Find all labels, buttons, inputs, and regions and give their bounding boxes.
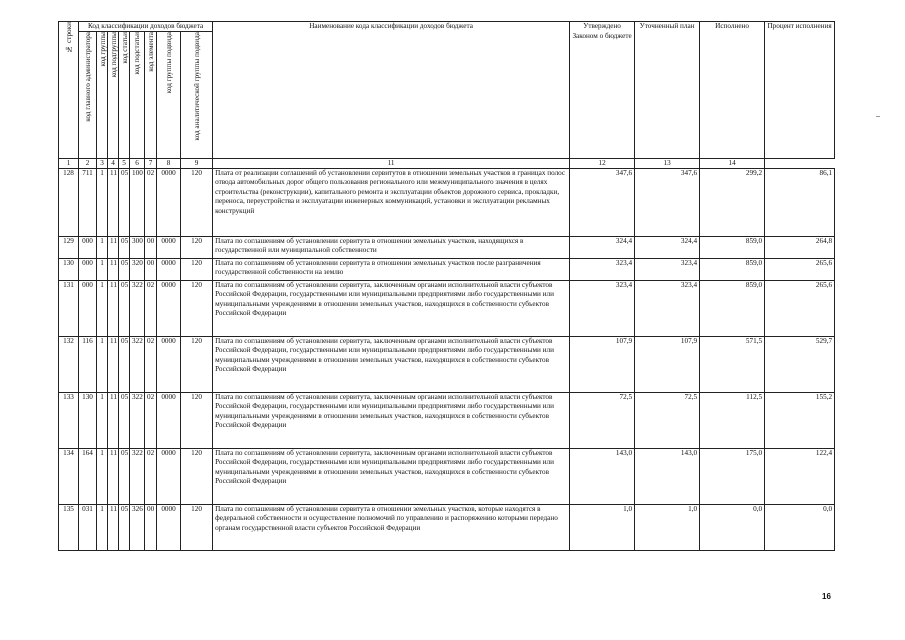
- executed-value: 859,0: [700, 237, 765, 259]
- subarticle-code: 300: [130, 237, 145, 259]
- subgroup-code: 11: [108, 505, 119, 551]
- group-code: 1: [97, 259, 108, 281]
- approved-value: 107,9: [570, 337, 635, 393]
- analytic-group-code: 120: [181, 449, 213, 505]
- approved-value: 1,0: [570, 505, 635, 551]
- column-number: 9: [181, 159, 213, 169]
- header-code-col: код элемента: [145, 32, 157, 159]
- margin-mark: [876, 116, 880, 117]
- header-code-col: код главного администратора: [79, 32, 97, 159]
- subtype-group-code: 0000: [157, 169, 181, 237]
- analytic-group-code: 120: [181, 337, 213, 393]
- table-row: [59, 169, 835, 237]
- column-number: 12: [570, 159, 635, 169]
- column-number: 1: [59, 159, 79, 169]
- element-code: 00: [145, 237, 157, 259]
- analytic-group-code: 120: [181, 393, 213, 449]
- refined-value: 323,4: [635, 281, 700, 337]
- article-code: 05: [119, 393, 130, 449]
- subtype-group-code: 0000: [157, 259, 181, 281]
- table-row: [59, 505, 835, 551]
- admin-code: 000: [79, 259, 97, 281]
- analytic-group-code: 120: [181, 169, 213, 237]
- column-number: 7: [145, 159, 157, 169]
- column-number: 8: [157, 159, 181, 169]
- subgroup-code: 11: [108, 337, 119, 393]
- element-code: 02: [145, 337, 157, 393]
- subarticle-code: 322: [130, 449, 145, 505]
- header-classification-code-group: Код классификации доходов бюджета: [79, 22, 213, 32]
- percent-value: 529,7: [765, 337, 835, 393]
- executed-value: 859,0: [700, 259, 765, 281]
- budget-income-table: [58, 21, 835, 551]
- article-code: 05: [119, 169, 130, 237]
- admin-code: 000: [79, 281, 97, 337]
- row-number: 132: [59, 337, 79, 393]
- income-name: Плата по соглашениям об установлении сервитута, заключенным органами исполнительной власти субъектов Российской Федерации, государственными или муниципальными предприятиями либо государственными или муниципальными учреждениями в отношении земельных участков, находящихся в собственности субъектов Российской Федерации: [213, 449, 570, 505]
- subarticle-code: 322: [130, 281, 145, 337]
- subgroup-code: 11: [108, 449, 119, 505]
- column-number: 6: [130, 159, 145, 169]
- refined-value: 72,5: [635, 393, 700, 449]
- approved-value: 323,4: [570, 259, 635, 281]
- subgroup-code: 11: [108, 259, 119, 281]
- approved-value: 324,4: [570, 237, 635, 259]
- row-number: 135: [59, 505, 79, 551]
- header-code-col: код группы: [97, 32, 108, 159]
- article-code: 05: [119, 237, 130, 259]
- admin-code: 164: [79, 449, 97, 505]
- subgroup-code: 11: [108, 281, 119, 337]
- subtype-group-code: 0000: [157, 337, 181, 393]
- approved-value: 323,4: [570, 281, 635, 337]
- income-name: Плата по соглашениям об установлении сервитута в отношении земельных участков, находящихся в государственной или муниципальной собственности: [213, 237, 570, 259]
- column-number: 13: [635, 159, 700, 169]
- table-row: [59, 393, 835, 449]
- subtype-group-code: 0000: [157, 449, 181, 505]
- article-code: 05: [119, 337, 130, 393]
- table-row: [59, 337, 835, 393]
- subgroup-code: 11: [108, 237, 119, 259]
- percent-value: 86,1: [765, 169, 835, 237]
- analytic-group-code: 120: [181, 505, 213, 551]
- subtype-group-code: 0000: [157, 505, 181, 551]
- row-number: 128: [59, 169, 79, 237]
- table-row: [59, 281, 835, 337]
- executed-value: 112,5: [700, 393, 765, 449]
- row-number: 129: [59, 237, 79, 259]
- header-row-number: № строки: [59, 22, 79, 159]
- refined-value: 1,0: [635, 505, 700, 551]
- column-number: 11: [213, 159, 570, 169]
- subtype-group-code: 0000: [157, 237, 181, 259]
- group-code: 1: [97, 237, 108, 259]
- row-number: 131: [59, 281, 79, 337]
- header-code-col: код группы подвида: [157, 32, 181, 159]
- header-code-col: код подстатьи: [130, 32, 145, 159]
- budget-report-page: [58, 21, 834, 551]
- analytic-group-code: 120: [181, 281, 213, 337]
- income-name: Плата по соглашениям об установлении сервитута, заключенным органами исполнительной власти субъектов Российской Федерации, государственными или муниципальными предприятиями либо государственными или муниципальными учреждениями в отношении земельных участков, находящихся в собственности субъектов Российской Федерации: [213, 337, 570, 393]
- percent-value: 122,4: [765, 449, 835, 505]
- subtype-group-code: 0000: [157, 281, 181, 337]
- executed-value: 571,5: [700, 337, 765, 393]
- group-code: 1: [97, 449, 108, 505]
- income-name: Плата от реализации соглашений об установлении сервитутов в отношении земельных участков в границах полос отвода автомобильных дорог общего пользования регионального или межмуниципального значения в целях строительства (реконструкции), капитального ремонта и эксплуатации объектов дорожного сервиса, прокладки, переноса, переустройства и эксплуатации инженерных коммуникаций, установки и эксплуатации рекламных конструкций: [213, 169, 570, 237]
- group-code: 1: [97, 169, 108, 237]
- row-number: 133: [59, 393, 79, 449]
- header-executed: Исполнено: [700, 22, 765, 159]
- column-number-row: [59, 159, 835, 169]
- subgroup-code: 11: [108, 393, 119, 449]
- header-execution-percent: Процент исполнения: [765, 22, 835, 159]
- column-number: 5: [119, 159, 130, 169]
- admin-code: 031: [79, 505, 97, 551]
- admin-code: 116: [79, 337, 97, 393]
- percent-value: 0,0: [765, 505, 835, 551]
- element-code: 00: [145, 259, 157, 281]
- executed-value: 175,0: [700, 449, 765, 505]
- subtype-group-code: 0000: [157, 393, 181, 449]
- refined-value: 143,0: [635, 449, 700, 505]
- header-refined-plan: Уточненный план: [635, 22, 700, 159]
- subarticle-code: 326: [130, 505, 145, 551]
- admin-code: 000: [79, 237, 97, 259]
- group-code: 1: [97, 505, 108, 551]
- approved-value: 143,0: [570, 449, 635, 505]
- approved-value: 347,6: [570, 169, 635, 237]
- refined-value: 324,4: [635, 237, 700, 259]
- subarticle-code: 322: [130, 337, 145, 393]
- article-code: 05: [119, 259, 130, 281]
- executed-value: 859,0: [700, 281, 765, 337]
- subgroup-code: 11: [108, 169, 119, 237]
- header-code-col: код статьи: [119, 32, 130, 159]
- percent-value: 264,8: [765, 237, 835, 259]
- table-row: [59, 237, 835, 259]
- element-code: 02: [145, 449, 157, 505]
- income-name: Плата по соглашениям об установлении сервитута в отношении земельных участков, которые находятся в федеральной собственности и осуществление полномочий по управлению и распоряжению которыми передано органам государственной власти субъектов Российской Федерации: [213, 505, 570, 551]
- column-number: 2: [79, 159, 97, 169]
- subarticle-code: 100: [130, 169, 145, 237]
- group-code: 1: [97, 393, 108, 449]
- table-body: [59, 169, 835, 551]
- page-number: 16: [822, 592, 831, 601]
- admin-code: 130: [79, 393, 97, 449]
- article-code: 05: [119, 505, 130, 551]
- subarticle-code: 320: [130, 259, 145, 281]
- row-number: 134: [59, 449, 79, 505]
- approved-value: 72,5: [570, 393, 635, 449]
- income-name: Плата по соглашениям об установлении сервитута, заключенным органами исполнительной власти субъектов Российской Федерации, государственными или муниципальными предприятиями либо государственными или муниципальными учреждениями в отношении земельных участков, находящихся в собственности субъектов Российской Федерации: [213, 281, 570, 337]
- column-number: 3: [97, 159, 108, 169]
- column-number: 4: [108, 159, 119, 169]
- admin-code: 711: [79, 169, 97, 237]
- executed-value: 299,2: [700, 169, 765, 237]
- element-code: 00: [145, 505, 157, 551]
- table-row: [59, 259, 835, 281]
- subarticle-code: 322: [130, 393, 145, 449]
- row-number: 130: [59, 259, 79, 281]
- refined-value: 347,6: [635, 169, 700, 237]
- refined-value: 107,9: [635, 337, 700, 393]
- percent-value: 265,6: [765, 259, 835, 281]
- analytic-group-code: 120: [181, 259, 213, 281]
- element-code: 02: [145, 169, 157, 237]
- group-code: 1: [97, 337, 108, 393]
- header-code-name: Наименование кода классификации доходов бюджета: [213, 22, 570, 159]
- element-code: 02: [145, 281, 157, 337]
- header-code-col: код аналитической группы подвида: [181, 32, 213, 159]
- column-number: 14: [700, 159, 765, 169]
- table-row: [59, 449, 835, 505]
- article-code: 05: [119, 281, 130, 337]
- percent-value: 265,6: [765, 281, 835, 337]
- refined-value: 323,4: [635, 259, 700, 281]
- analytic-group-code: 120: [181, 237, 213, 259]
- percent-value: 155,2: [765, 393, 835, 449]
- group-code: 1: [97, 281, 108, 337]
- element-code: 02: [145, 393, 157, 449]
- income-name: Плата по соглашениям об установлении сервитута, заключенным органами исполнительной власти субъектов Российской Федерации, государственными или муниципальными предприятиями либо государственными или муниципальными учреждениями в отношении земельных участков, находящихся в собственности субъектов Российской Федерации: [213, 393, 570, 449]
- executed-value: 0,0: [700, 505, 765, 551]
- income-name: Плата по соглашениям об установлении сервитута в отношении земельных участков после разграничения государственной собственности на землю: [213, 259, 570, 281]
- header-code-col: код подгруппы: [108, 32, 119, 159]
- article-code: 05: [119, 449, 130, 505]
- header-approved: Утверждено Законом о бюджете: [570, 22, 635, 159]
